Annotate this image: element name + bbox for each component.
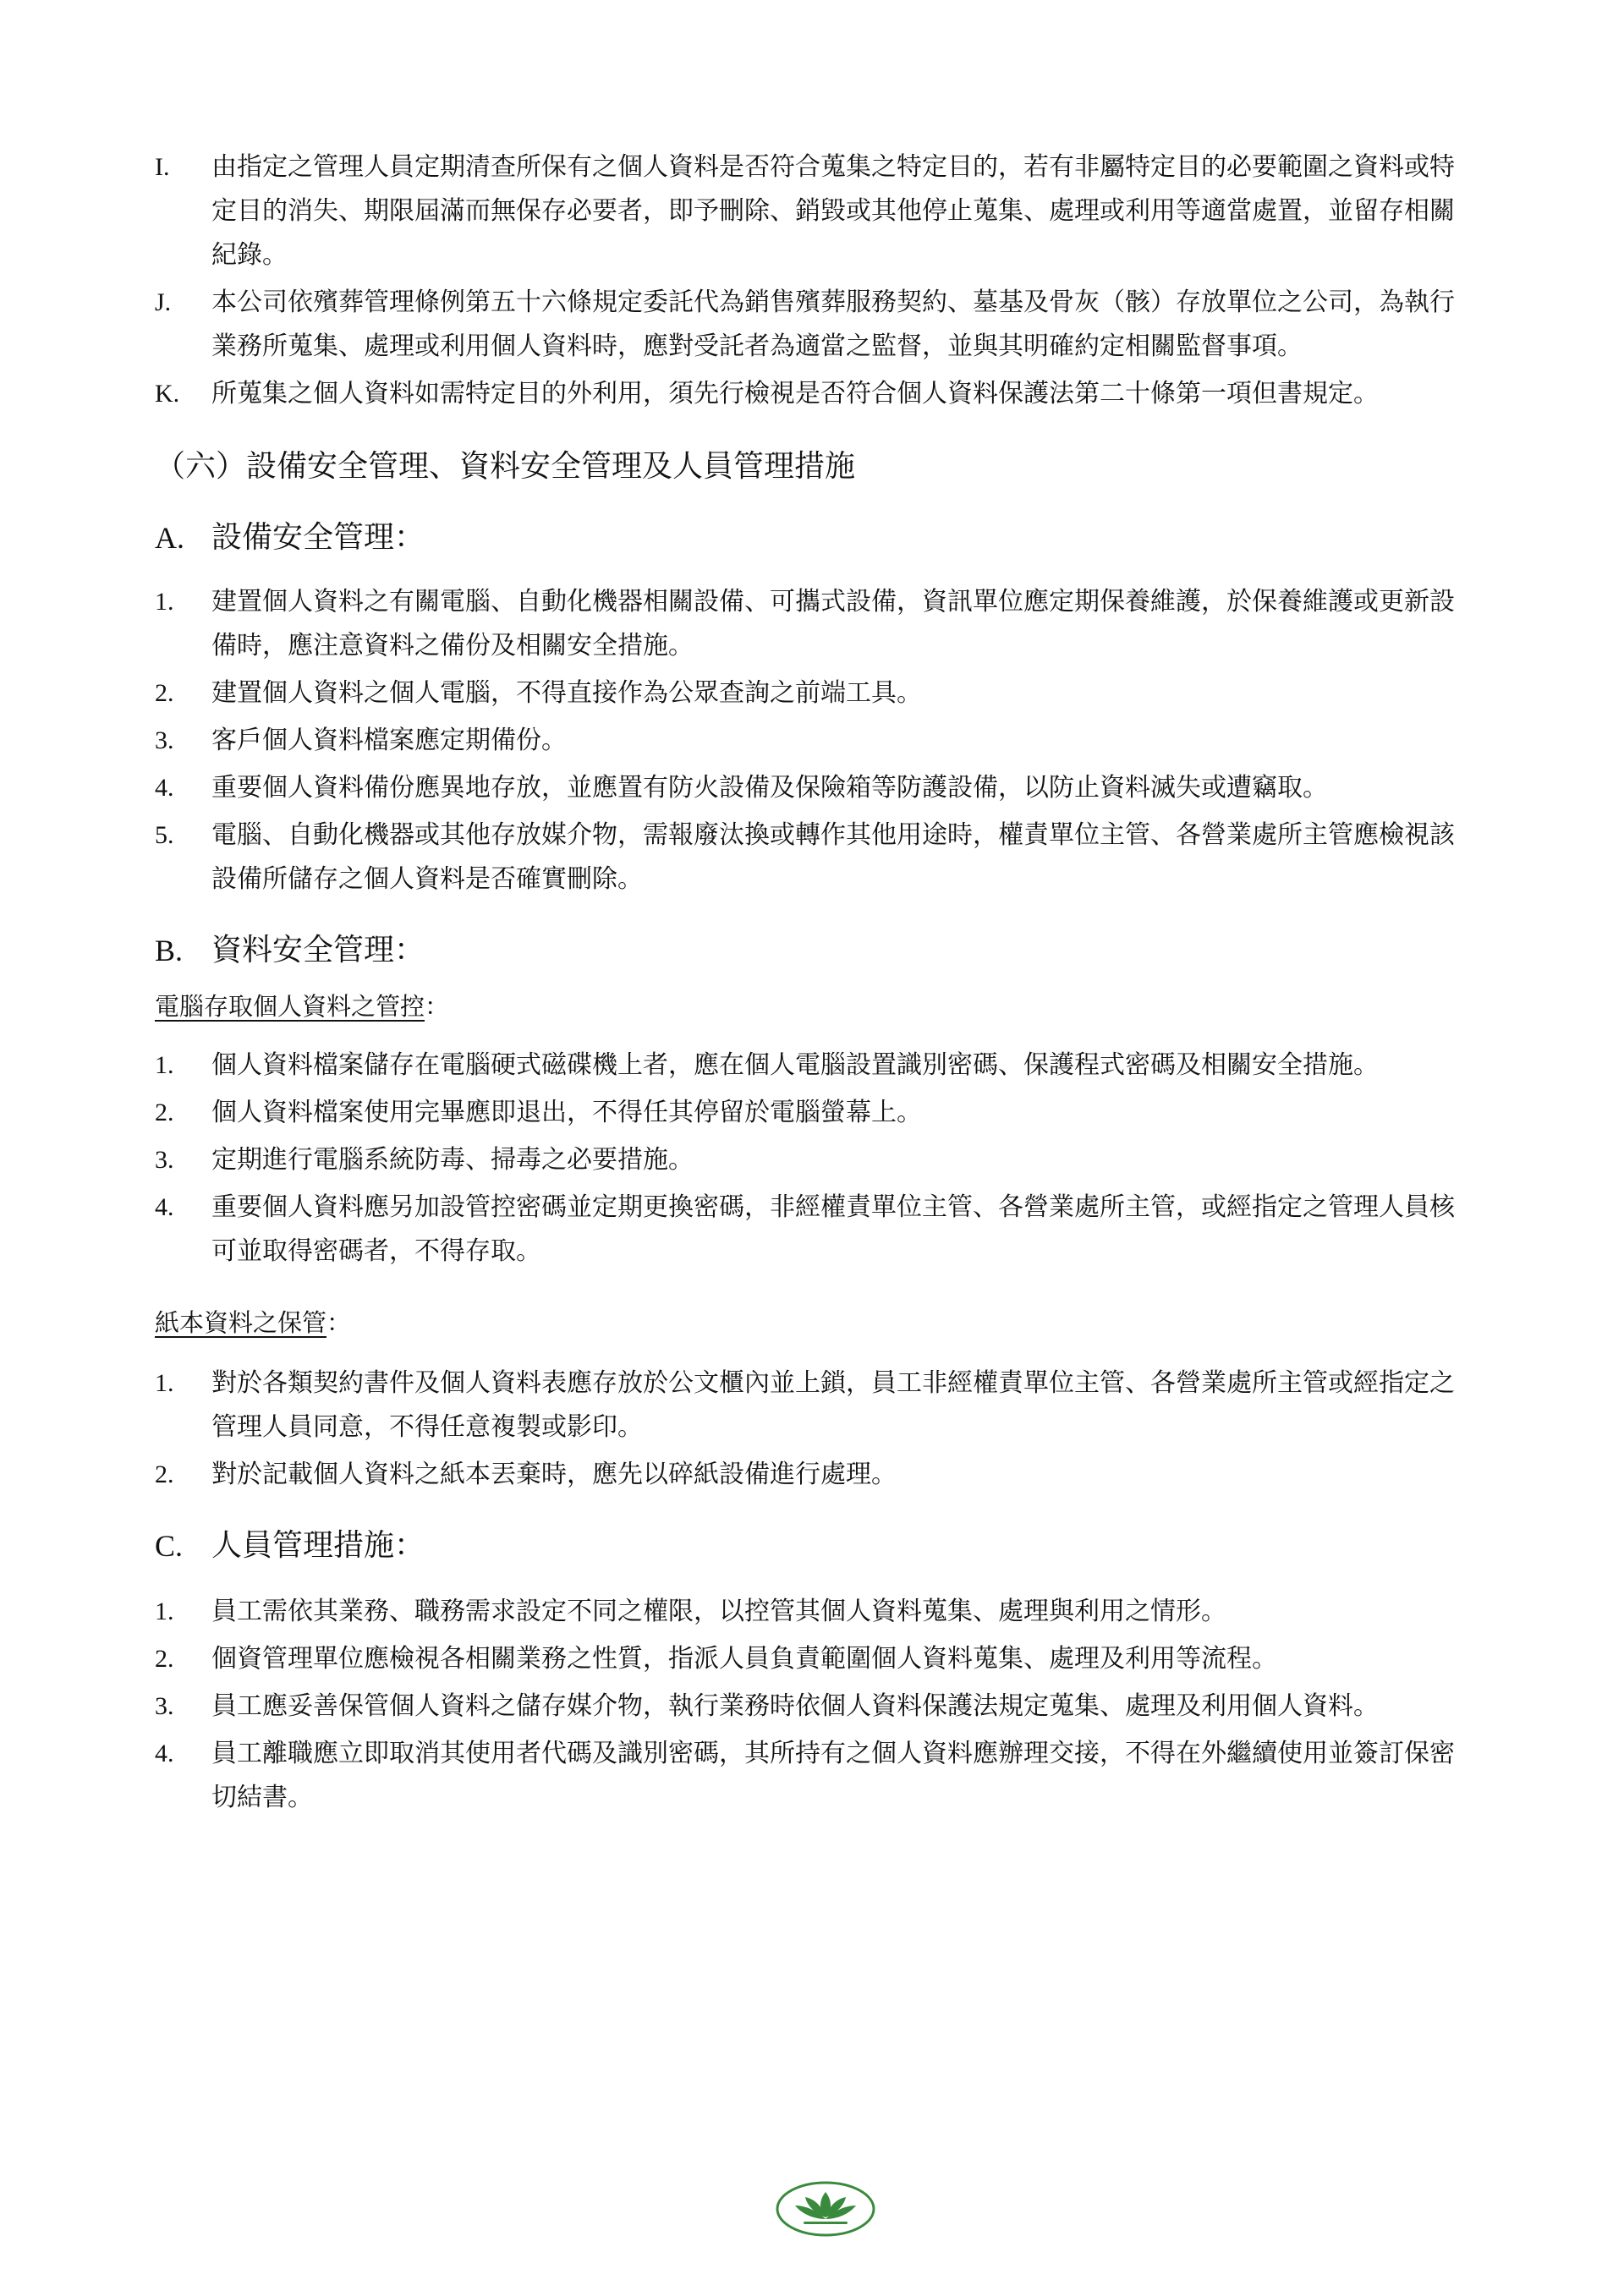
list-marker: 1. [155,1051,174,1079]
list-item [155,1685,1474,1729]
list-item-j [155,281,1474,369]
section-marker: A. [155,521,184,555]
list-text: 客戶個人資料檔案應定期備份。 [211,726,567,755]
computer-access-heading [155,988,1474,1025]
list-marker: 5. [155,821,174,849]
section-title: 資料安全管理： [211,933,425,967]
section-b-heading [155,927,1474,974]
section-title: 人員管理措施： [211,1528,425,1563]
list-marker: 2. [155,679,174,707]
list-item [155,1453,1474,1497]
list-item-i [155,145,1474,277]
list-item [155,1044,1474,1088]
list-marker: 3. [155,1692,174,1720]
list-text: 員工應妥善保管個人資料之儲存媒介物，執行業務時依個人資料保護法規定蒐集、處理及利用個人資料。 [211,1691,1379,1721]
list-text: 本公司依殯葬管理條例第五十六條規定委託代為銷售殯葬服務契約、墓基及骨灰（骸）存放單位之公司，為執行業務所蒐集、處理或利用個人資料時，應對受託者為適當之監督，並與其明確約定相關監督事項。 [211,288,1455,361]
list-item [155,1138,1474,1182]
section-title: 設備安全管理： [211,520,425,555]
list-marker: I. [155,153,170,181]
list-item [155,1186,1474,1274]
section-marker: C. [155,1529,184,1563]
list-marker: 1. [155,1597,174,1625]
underlined-heading-text: 電腦存取個人資料之管控 [155,992,425,1021]
list-text: 定期進行電腦系統防毒、掃毒之必要措施。 [211,1145,694,1175]
lotus-logo-icon [775,2180,876,2238]
list-item [155,1732,1474,1820]
section-c-heading [155,1522,1474,1570]
list-marker: 2. [155,1645,174,1673]
list-marker: 2. [155,1099,174,1126]
paper-storage-list [155,1362,1474,1497]
list-marker: 3. [155,1146,174,1174]
list-marker: K. [155,380,180,408]
list-marker: 2. [155,1460,174,1488]
list-marker: 3. [155,726,174,754]
section-a-list [155,580,1474,901]
section-c-list [155,1590,1474,1820]
list-item-k [155,372,1474,416]
list-text: 重要個人資料備份應異地存放，並應置有防火設備及保險箱等防護設備，以防止資料滅失或遭竊取。 [211,773,1328,803]
computer-access-list [155,1044,1474,1274]
list-item [155,766,1474,810]
paper-storage-heading [155,1304,1474,1341]
list-item [155,1091,1474,1135]
document-content [155,145,1474,1820]
list-text: 所蒐集之個人資料如需特定目的外利用，須先行檢視是否符合個人資料保護法第二十條第一項但書規定。 [211,379,1379,408]
list-text: 對於記載個人資料之紙本丟棄時，應先以碎紙設備進行處理。 [211,1460,897,1489]
list-text: 由指定之管理人員定期清查所保有之個人資料是否符合蒐集之特定目的，若有非屬特定目的必要範圍之資料或特定目的消失、期限屆滿而無保存必要者，即予刪除、銷毀或其他停止蒐集、處理或利用等適當處置，並留存相關紀錄。 [211,152,1455,270]
section-marker: B. [155,934,184,967]
list-text: 個人資料檔案使用完畢應即退出，不得任其停留於電腦螢幕上。 [211,1098,922,1127]
list-text: 個人資料檔案儲存在電腦硬式磁碟機上者，應在個人電腦設置識別密碼、保護程式密碼及相關安全措施。 [211,1050,1379,1080]
list-item [155,580,1474,668]
heading-colon: ： [425,992,450,1021]
list-text: 對於各類契約書件及個人資料表應存放於公文櫃內並上鎖，員工非經權責單位主管、各營業處所主管或經指定之管理人員同意，不得任意複製或影印。 [211,1368,1455,1442]
list-text: 重要個人資料應另加設管控密碼並定期更換密碼，非經權責單位主管、各營業處所主管，或經指定之管理人員核可並取得密碼者，不得存取。 [211,1192,1455,1266]
alpha-list [155,145,1474,416]
list-marker: 1. [155,588,174,616]
heading-colon: ： [326,1308,352,1337]
list-marker: 4. [155,1193,174,1221]
list-item [155,1362,1474,1449]
list-item [155,814,1474,901]
list-marker: J. [155,288,172,316]
list-text: 個資管理單位應檢視各相關業務之性質，指派人員負責範圍個人資料蒐集、處理及利用等流程。 [211,1644,1277,1674]
list-marker: 4. [155,774,174,802]
list-text: 建置個人資料之有關電腦、自動化機器相關設備、可攜式設備，資訊單位應定期保養維護，於保養維護或更新設備時，應注意資料之備份及相關安全措施。 [211,587,1455,660]
list-text: 電腦、自動化機器或其他存放媒介物，需報廢汰換或轉作其他用途時，權責單位主管、各營業處所主管應檢視該設備所儲存之個人資料是否確實刪除。 [211,820,1455,894]
list-item [155,1637,1474,1681]
list-text: 員工離職應立即取消其使用者代碼及識別密碼，其所持有之個人資料應辦理交接，不得在外繼續使用並簽訂保密切結書。 [211,1739,1455,1812]
underlined-heading-text: 紙本資料之保管 [155,1308,327,1337]
list-item [155,671,1474,715]
section-six-title: （六）設備安全管理、資料安全管理及人員管理措施 [155,449,856,484]
list-text: 建置個人資料之個人電腦，不得直接作為公眾查詢之前端工具。 [211,678,922,708]
list-item [155,719,1474,763]
list-marker: 4. [155,1740,174,1767]
section-a-heading [155,514,1474,562]
list-marker: 1. [155,1369,174,1397]
list-text: 員工需依其業務、職務需求設定不同之權限，以控管其個人資料蒐集、處理與利用之情形。 [211,1597,1226,1626]
list-item [155,1590,1474,1634]
